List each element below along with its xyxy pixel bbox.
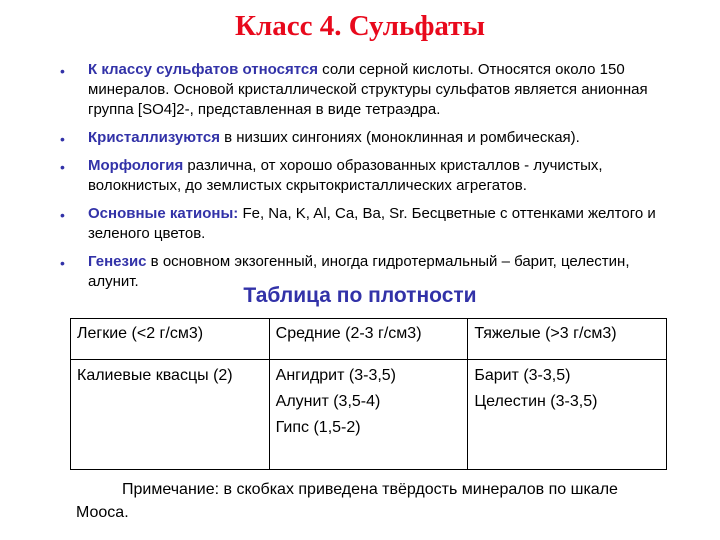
header-medium: Средние (2-3 г/см3): [269, 319, 468, 360]
bullet-text: в основном экзогенный, иногда гидротермальный – барит, целестин, алунит.: [88, 253, 630, 290]
bullet-dot-icon: •: [60, 63, 65, 79]
header-heavy: Тяжелые (>3 г/см3): [468, 319, 667, 360]
bullet-term: Основные катионы:: [88, 205, 239, 222]
cell-heavy: [468, 360, 667, 470]
bullet-text: соли серной кислоты. Относятся около 150 минералов. Основой кристаллической структуры сульфатов является анионная группа [SO4]2-, представленная в виде тетраэдра.: [88, 61, 648, 118]
header-light: Легкие (<2 г/см3): [71, 319, 270, 360]
cell-medium: [269, 360, 468, 470]
table-row: [71, 360, 667, 470]
footnote: Примечание: в скобках приведена твёрдость минералов по шкале Мооса.: [76, 481, 618, 521]
mineral-entry: Гипс (1,5-2): [275, 419, 361, 436]
table-title: Таблица по плотности: [243, 284, 477, 307]
bullet-term: Кристаллизуются: [88, 129, 220, 146]
bullet-term: К классу сульфатов относятся: [88, 61, 318, 78]
mineral-entry: Целестин (3-3,5): [474, 393, 598, 410]
mineral-entry: Алунит (3,5-4): [275, 393, 381, 410]
bullet-dot-icon: •: [60, 255, 65, 271]
bullet-text: Fe, Na, K, Al, Ca, Ba, Sr. Бесцветные с оттенками желтого и зеленого цветов.: [88, 205, 656, 242]
mineral-entry: Калиевые квасцы (2): [77, 367, 233, 384]
bullet-item: [60, 128, 660, 148]
bullet-text: в низших сингониях (моноклинная и ромбическая).: [219, 129, 580, 146]
mineral-entry: Барит (3-3,5): [474, 367, 571, 384]
bullet-item: [60, 204, 660, 244]
cell-light: [71, 360, 270, 470]
density-table: [70, 318, 667, 470]
bullet-dot-icon: •: [60, 159, 65, 175]
bullet-text: различна, от хорошо образованных кристаллов - лучистых, волокнистых, до землистых скрытокристаллических агрегатов.: [88, 157, 603, 194]
bullet-term: Морфология: [88, 157, 184, 174]
mineral-entry: Ангидрит (3-3,5): [275, 367, 397, 384]
bullet-list: [60, 60, 660, 300]
table-header-row: [71, 319, 667, 360]
bullet-dot-icon: •: [60, 131, 65, 147]
bullet-dot-icon: •: [60, 207, 65, 223]
bullet-term: Генезис: [88, 253, 147, 270]
slide-title: Класс 4. Сульфаты: [234, 10, 486, 42]
bullet-item: [60, 60, 660, 120]
bullet-item: [60, 156, 660, 196]
